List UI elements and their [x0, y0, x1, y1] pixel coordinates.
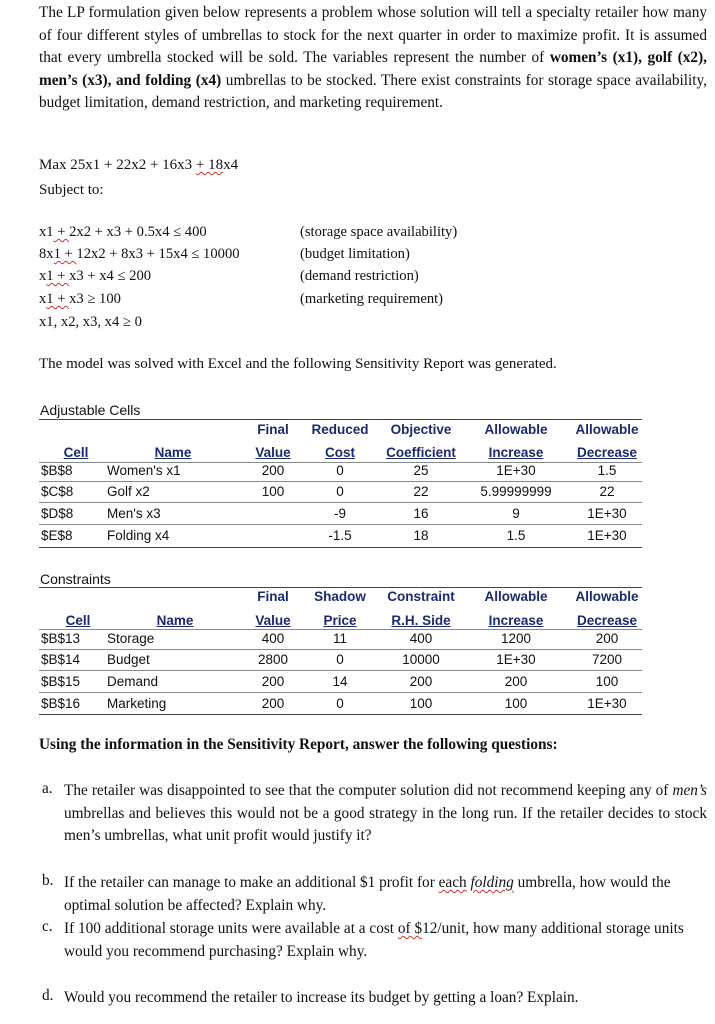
constraints-title: Constraints [40, 571, 111, 587]
question-d: Would you recommend the retailer to increase its budget by getting a loan? Explain. [64, 989, 579, 1006]
con-header-name: Name [156, 613, 194, 628]
con-rhs: 400 [409, 631, 433, 646]
objective-function [39, 157, 238, 174]
adj-header-reduced: Reduced [311, 422, 369, 437]
constraint-line-4: x1 + x3 ≥ 100 [39, 291, 121, 307]
question-c-label: c. [42, 918, 53, 935]
con-shadow-price: 0 [336, 696, 344, 711]
constraint-label-3: (demand restriction) [300, 268, 419, 284]
con-cell: $B$14 [41, 652, 81, 667]
con-shadow-price: 11 [332, 631, 347, 646]
con-header-rhs: R.H. Side [391, 613, 451, 628]
constraint-label-4: (marketing requirement) [300, 291, 444, 307]
adj-allowable-decrease: 1E+30 [587, 506, 627, 521]
table-rule [39, 524, 642, 525]
adj-header-allowable-inc: Allowable [484, 422, 548, 437]
con-final-value: 400 [261, 631, 285, 646]
adj-cell: $C$8 [41, 484, 74, 499]
table-rule [39, 692, 642, 693]
adj-header-coefficient: Coefficient [386, 445, 456, 460]
adj-name: Men's x3 [107, 506, 161, 521]
table-rule [39, 649, 642, 650]
question-d-label: d. [42, 987, 54, 1004]
table-rule [39, 629, 642, 630]
con-rhs: 100 [409, 696, 433, 711]
adj-allowable-increase: 5.99999999 [480, 484, 552, 499]
adj-allowable-increase: 1E+30 [496, 463, 536, 478]
adj-final-value: 200 [261, 463, 285, 478]
table-rule [39, 547, 642, 548]
excel-note: The model was solved with Excel and the following Sensitivity Report was generated. [39, 356, 557, 372]
con-header-cell: Cell [65, 613, 91, 628]
table-rule [39, 502, 642, 503]
con-allowable-increase: 1E+30 [496, 652, 536, 667]
adjustable-cells-title: Adjustable Cells [40, 402, 141, 418]
adj-name: Women's x1 [107, 463, 181, 478]
adj-final-value: 100 [261, 484, 285, 499]
con-cell: $B$16 [41, 696, 81, 711]
objective-part-1: Max 25x1 + 22x2 + 16x3 [39, 157, 196, 173]
con-allowable-increase: 100 [504, 696, 528, 711]
adj-objective-coef: 18 [413, 528, 429, 543]
con-header-price: Price [323, 613, 357, 628]
con-final-value: 2800 [257, 652, 289, 667]
questions-heading: Using the information in the Sensitivity Report, answer the following questions: [39, 736, 558, 753]
adj-header-value: Value [255, 445, 291, 460]
constraint-line-3: x1 + x3 + x4 ≤ 200 [39, 268, 152, 284]
intro-text-1: The LP formulation given below represents a problem whose solution will tell a specialty retailer how many of four different styles of umbrellas to stock for the next quarter in order to maximize profit. It is assumed that every umbrella stocked will be sold. The variables represent the number of [39, 4, 707, 67]
con-name: Marketing [107, 696, 167, 711]
adj-reduced-cost: -9 [333, 506, 346, 521]
con-final-value: 200 [261, 696, 285, 711]
con-allowable-decrease: 7200 [591, 652, 623, 667]
adj-allowable-increase: 1.5 [506, 528, 526, 543]
adj-reduced-cost: 0 [336, 484, 344, 499]
question-a-label: a. [42, 780, 53, 797]
adj-name: Golf x2 [107, 484, 150, 499]
adj-allowable-increase: 9 [512, 506, 520, 521]
adj-name: Folding x4 [107, 528, 170, 543]
table-rule [39, 714, 642, 715]
table-rule [39, 670, 642, 671]
adj-allowable-decrease: 1E+30 [587, 528, 627, 543]
adj-cell: $D$8 [41, 506, 74, 521]
con-shadow-price: 14 [332, 674, 348, 689]
constraint-label-2: (budget limitation) [300, 246, 410, 262]
adj-header-name: Name [154, 445, 192, 460]
constraint-line-2: 8x1 + 12x2 + 8x3 + 15x4 ≤ 10000 [39, 246, 240, 262]
con-header-allowable-dec: Allowable [575, 589, 639, 604]
con-cell: $B$15 [41, 674, 81, 689]
adj-header-allowable-dec: Allowable [575, 422, 639, 437]
adj-reduced-cost: -1.5 [328, 528, 352, 543]
con-allowable-decrease: 100 [595, 674, 619, 689]
intro-text-2: umbrellas to be stocked. There exist constraints for storage space availability, budget limitation, demand restriction, and marketing requirement. [39, 71, 708, 112]
con-allowable-increase: 200 [504, 674, 528, 689]
adj-objective-coef: 16 [413, 506, 429, 521]
table-rule [39, 419, 642, 420]
adj-header-cost: Cost [325, 445, 355, 460]
objective-part-3: x4 [223, 157, 239, 173]
question-a: The retailer was disappointed to see that the computer solution did not recommend keeping any of men’s umbrellas and believes this would not be a good strategy in the long run. If the retailer decides to stock men’s umbrellas, what unit profit would justify it? [64, 782, 707, 845]
con-shadow-price: 0 [336, 652, 344, 667]
con-header-final: Final [257, 589, 289, 604]
question-c: If 100 additional storage units were available at a cost of $12/unit, how many additional storage units would you recommend purchasing? Explain why. [64, 920, 684, 960]
question-b-label: b. [42, 872, 54, 889]
con-allowable-increase: 1200 [500, 631, 532, 646]
constraint-line-1: x1 + 2x2 + x3 + 0.5x4 ≤ 400 [39, 224, 207, 240]
con-final-value: 200 [261, 674, 285, 689]
intro-paragraph [39, 2, 707, 115]
adj-header-decrease: Decrease [576, 445, 638, 460]
nonnegativity: x1, x2, x3, x4 ≥ 0 [39, 314, 142, 330]
adj-objective-coef: 22 [413, 484, 429, 499]
adj-header-increase: Increase [488, 445, 544, 460]
adj-allowable-decrease: 1.5 [597, 463, 617, 478]
con-rhs: 10000 [402, 652, 440, 667]
con-cell: $B$13 [41, 631, 81, 646]
con-rhs: 200 [409, 674, 433, 689]
question-a-emphasis: men’s [672, 782, 707, 799]
con-header-value: Value [255, 613, 291, 628]
adj-header-final: Final [257, 422, 289, 437]
adj-header-cell: Cell [63, 445, 89, 460]
con-header-allowable-inc: Allowable [484, 589, 548, 604]
adj-cell: $B$8 [41, 463, 73, 478]
table-rule [39, 587, 642, 588]
con-name: Demand [107, 674, 159, 689]
con-header-decrease: Decrease [576, 613, 638, 628]
con-allowable-decrease: 1E+30 [587, 696, 627, 711]
intro-variables: women’s (x1), golf (x2), men’s (x3), and folding (x4) [39, 49, 707, 89]
objective-part-2: + 18 [195, 157, 224, 173]
con-name: Storage [107, 631, 155, 646]
adj-allowable-decrease: 22 [599, 484, 615, 499]
adj-reduced-cost: 0 [336, 463, 344, 478]
adj-header-objective: Objective [390, 422, 452, 437]
constraint-label-1: (storage space availability) [300, 224, 458, 240]
adj-cell: $E$8 [41, 528, 73, 543]
subject-to-label: Subject to: [39, 182, 104, 198]
con-name: Budget [107, 652, 150, 667]
question-b: If the retailer can manage to make an additional $1 profit for each folding umbrella, how would the optimal solution be affected? Explain why. [64, 874, 671, 914]
con-header-constraint: Constraint [387, 589, 455, 604]
adj-objective-coef: 25 [413, 463, 429, 478]
con-allowable-decrease: 200 [595, 631, 619, 646]
con-header-increase: Increase [488, 613, 544, 628]
con-header-shadow: Shadow [314, 589, 366, 604]
table-rule [39, 481, 642, 482]
